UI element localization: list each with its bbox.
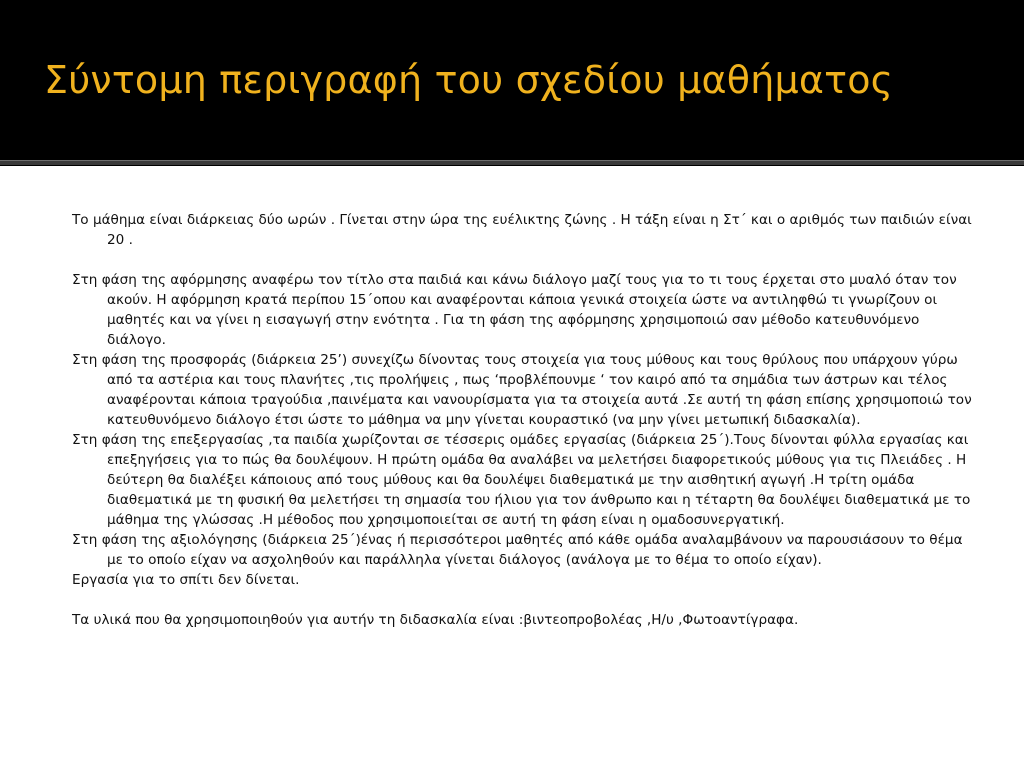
paragraph-presentation-phase: Στη φάση της προσφοράς (διάρκεια 25’) συνεχίζω δίνοντας τους στοιχεία για τους μύθους και τους θρύλους που υπάρχουν γύρω από τα αστέρια και τους πλανήτες ,τις προλήψεις , πως ‘προβλέπουνμε ‘ τον καιρό από τα σημάδια των άστρων και τέλος αναφέρονται κάποια τραγούδια ,παινέματα και νανουρίσματα για τα στοιχεία αυτά .Σε αυτή τη φάση επίσης χρησιμοποιώ τον κατευθυνόμενο διάλογο έτσι ώστε το μάθημα να μην γίνεται κουραστικό (να μην γίνει μετωπική διδασκαλία). — [72, 352, 972, 428]
content-area — [0, 166, 1024, 768]
paragraph-evaluation-phase: Στη φάση της αξιολόγησης (διάρκεια 25΄)ένας ή περισσότεροι μαθητές από κάθε ομάδα αναλαμβάνουν να παρουσιάσουν το θέμα με το οποίο είχαν να ασχοληθούν και παράλληλα γίνεται διάλογος (ανάλογα με το θέμα το οποίο είχαν). — [72, 532, 963, 568]
header-divider — [0, 160, 1024, 165]
title-band — [0, 0, 1024, 160]
paragraph-motivation-phase: Στη φάση της αφόρμησης αναφέρω τον τίτλο στα παιδιά και κάνω διάλογο μαζί τους για το τι τους έρχεται στο μυαλό όταν τον ακούν. Η αφόρμηση κρατά περίπου 15΄οπου και αναφέρονται κάποια γενικά στοιχεία ώστε να αντιληφθώ τι γνωρίζουν οι μαθητές και να γίνει η εισαγωγή στην ενότητα . Για τη φάση της αφόρμησης χρησιμοποιώ σαν μέθοδο κατευθυνόμενο διάλογο. — [72, 272, 957, 348]
paragraph-processing-phase: Στη φάση της επεξεργασίας ,τα παιδία χωρίζονται σε τέσσερις ομάδες εργασίας (διάρκεια 25΄).Τους δίνονται φύλλα εργασίας και επεξηγήσεις για το πώς θα δουλέψουν. Η πρώτη ομάδα θα αναλάβει να μελετήσει διαφορετικούς μύθους για τις Πλειάδες . Η δεύτερη θα διαλέξει κάποιους από τους μύθους και θα δουλέψει διαθεματικά με την αισθητική αγωγή .Η τρίτη ομάδα διαθεματικά με τη φυσική θα μελετήσει τη σημασία του ήλιου για τον άνθρωπο και η τέταρτη θα δουλέψει διαθεματικά με το μάθημα της γλώσσας .Η μέθοδος που χρησιμοποιείται σε αυτή τη φάση είναι η ομαδοσυνεργατική. — [72, 432, 971, 528]
paragraph-materials: Τα υλικά που θα χρησιμοποιηθούν για αυτήν τη διδασκαλία είναι :βιντεοπροβολέας ,Η/υ ,Φωτοαντίγραφα. — [72, 612, 799, 628]
paragraph-homework: Εργασία για το σπίτι δεν δίνεται. — [72, 572, 300, 588]
paragraph-intro: Το μάθημα είναι διάρκειας δύο ωρών . Γίνεται στην ώρα της ευέλικτης ζώνης . Η τάξη είναι η Στ΄ και ο αριθμός των παιδιών είναι 20 . — [72, 212, 972, 248]
body-text — [72, 210, 972, 630]
slide-title: Σύντομη περιγραφή του σχεδίου μαθήματος — [44, 58, 894, 102]
